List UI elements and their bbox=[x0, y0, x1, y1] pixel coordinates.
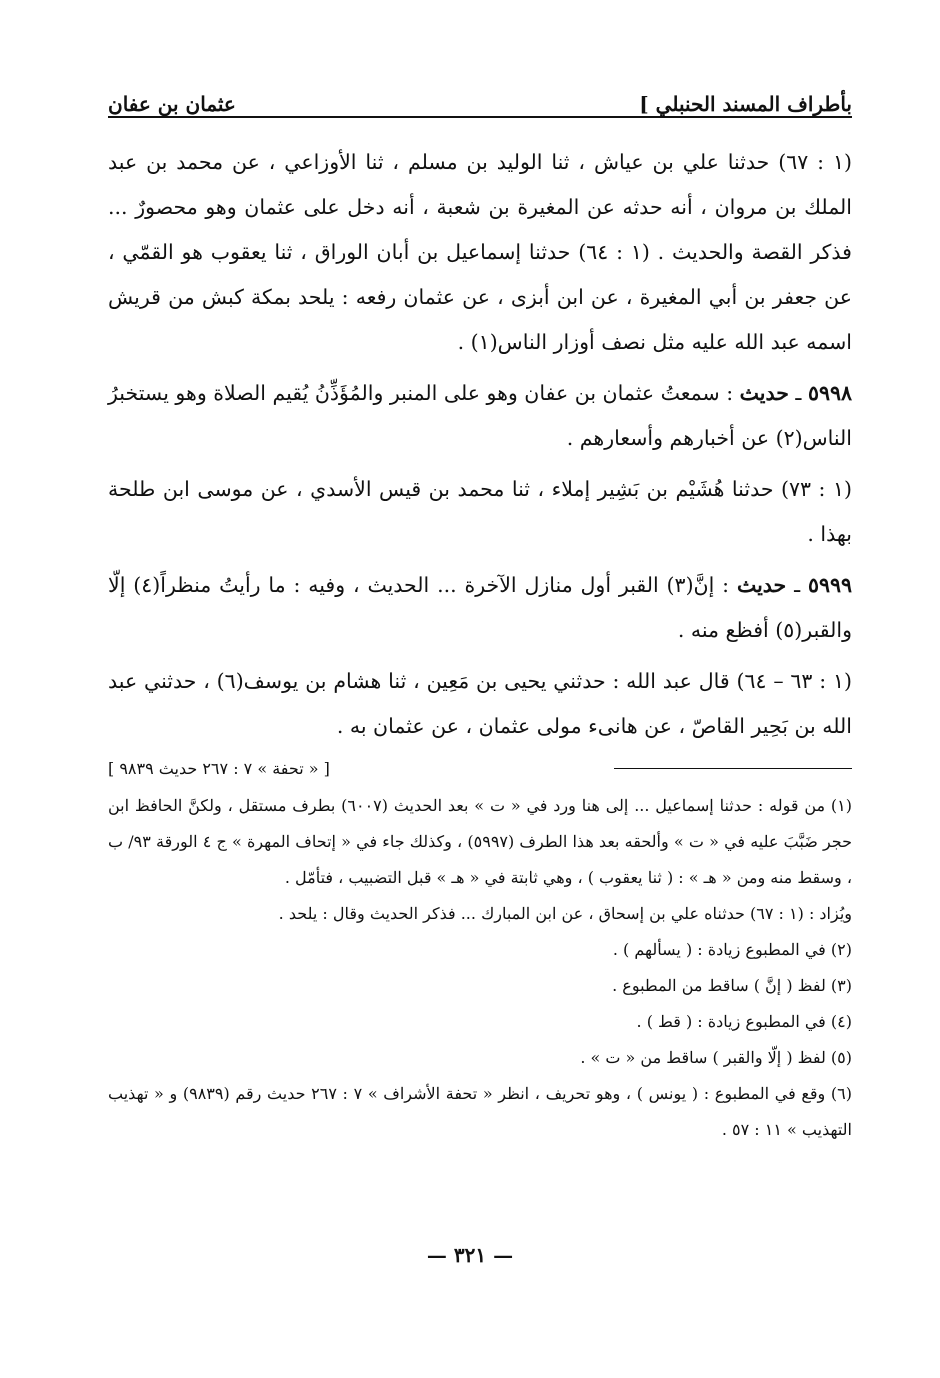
page-number: — ٣٢١ — bbox=[426, 1243, 514, 1267]
main-text bbox=[108, 140, 852, 749]
header-section-title: عثمان بن عفان bbox=[108, 92, 236, 116]
footnotes bbox=[108, 788, 852, 1148]
hadith-text: : سمعتُ عثمان بن عفان وهو على المنبر والمُؤَذِّنُ يُقيم الصلاة وهو يستخبرُ الناس(٢) عن أخبارهم وأسعارهم . bbox=[108, 381, 852, 450]
hadith-5999 bbox=[108, 563, 852, 653]
isnad-paragraph-3: (١ : ٦٣ – ٦٤) قال عبد الله : حدثني يحيى بن مَعِين ، ثنا هشام بن يوسف(٦) ، حدثني عبد الله بن بَحِير القاصّ ، عن هانىء مولى عثمان ، عن عثمان به . bbox=[108, 669, 852, 738]
footnote-1: (١) من قوله : حدثنا إسماعيل ... إلى هنا ورد في « ت » بعد الحديث (٦٠٠٧) بطرف مستقل ، ولكنَّ الحافظ ابن حجر ضَبَّبَ عليه في « ت » وألحقه بعد هذا الطرف (٥٩٩٧) ، وكذلك جاء في « إتحاف المهرة » ج ٤ الورقة ٩٣/ ب ، وسقط منه ومن « هـ » : ( ثنا يعقوب ) ، وهي ثابتة في « هـ » قبل التضبيب ، فتأمّل . bbox=[108, 796, 853, 887]
hadith-word: حديث bbox=[739, 381, 789, 405]
hadith-text: : إنَّ(٣) القبر أول منازل الآخرة ... الحديث ، وفيه : ما رأيتُ منظراً(٤) إلّا والقبر(٥) أفظع منه . bbox=[108, 573, 852, 642]
footnote-separator bbox=[614, 768, 852, 769]
hadith-5998 bbox=[108, 371, 852, 461]
header-book-title: بأطراف المسند الحنبلي ] bbox=[639, 92, 852, 116]
footnote-1-addition: ويُزاد : (١ : ٦٧) حدثناه علي بن إسحاق ، عن ابن المبارك ... فذكر الحديث وقال : يلحد . bbox=[278, 904, 852, 923]
tuhfa-reference: [ « تحفة » ٧ : ٢٦٧ حديث ٩٨٣٩ ] bbox=[108, 759, 330, 778]
footnote-5: (٥) لفظ ( إلّا والقبر ) ساقط من « ت » . bbox=[580, 1048, 852, 1067]
hadith-dash: ـ bbox=[788, 381, 808, 405]
hadith-number: ٥٩٩٩ bbox=[807, 573, 852, 597]
hadith-word: حديث bbox=[736, 573, 787, 597]
footnote-6: (٦) وقع في المطبوع : ( يونس ) ، وهو تحريف ، انظر « تحفة الأشراف » ٧ : ٢٦٧ حديث رقم (٩٨٣٩) و « تهذيب التهذيب » ١١ : ٥٧ . bbox=[108, 1084, 853, 1139]
hadith-dash: ـ bbox=[786, 573, 808, 597]
notes-header bbox=[108, 759, 852, 778]
page bbox=[108, 78, 852, 1148]
footnote-3: (٣) لفظ ( إنَّ ) ساقط من المطبوع . bbox=[612, 976, 852, 995]
isnad-paragraph-1: (١ : ٦٧) حدثنا علي بن عياش ، ثنا الوليد بن مسلم ، ثنا الأوزاعي ، عن محمد بن عبد الملك بن مروان ، أنه حدثه عن المغيرة بن شعبة ، أنه دخل على عثمان وهو محصورٌ ... فذكر القصة والحديث . (١ : ٦٤) حدثنا إسماعيل بن أبان الوراق ، ثنا يعقوب هو القمّي ، عن جعفر بن أبي المغيرة ، عن ابن أبزى ، عن عثمان رفعه : يلحد بمكة كبش من قريش اسمه عبد الله عليه مثل نصف أوزار الناس(١) . bbox=[108, 150, 852, 354]
hadith-number: ٥٩٩٨ bbox=[807, 381, 852, 405]
isnad-paragraph-2: (١ : ٧٣) حدثنا هُشَيْم بن بَشِير إملاء ، ثنا محمد بن قيس الأسدي ، عن موسى ابن طلحة بهذا . bbox=[108, 477, 852, 546]
footnote-2: (٢) في المطبوع زيادة : ( يسألهم ) . bbox=[612, 940, 852, 959]
running-header bbox=[108, 78, 852, 118]
footnote-4: (٤) في المطبوع زيادة : ( قط ) . bbox=[636, 1012, 852, 1031]
